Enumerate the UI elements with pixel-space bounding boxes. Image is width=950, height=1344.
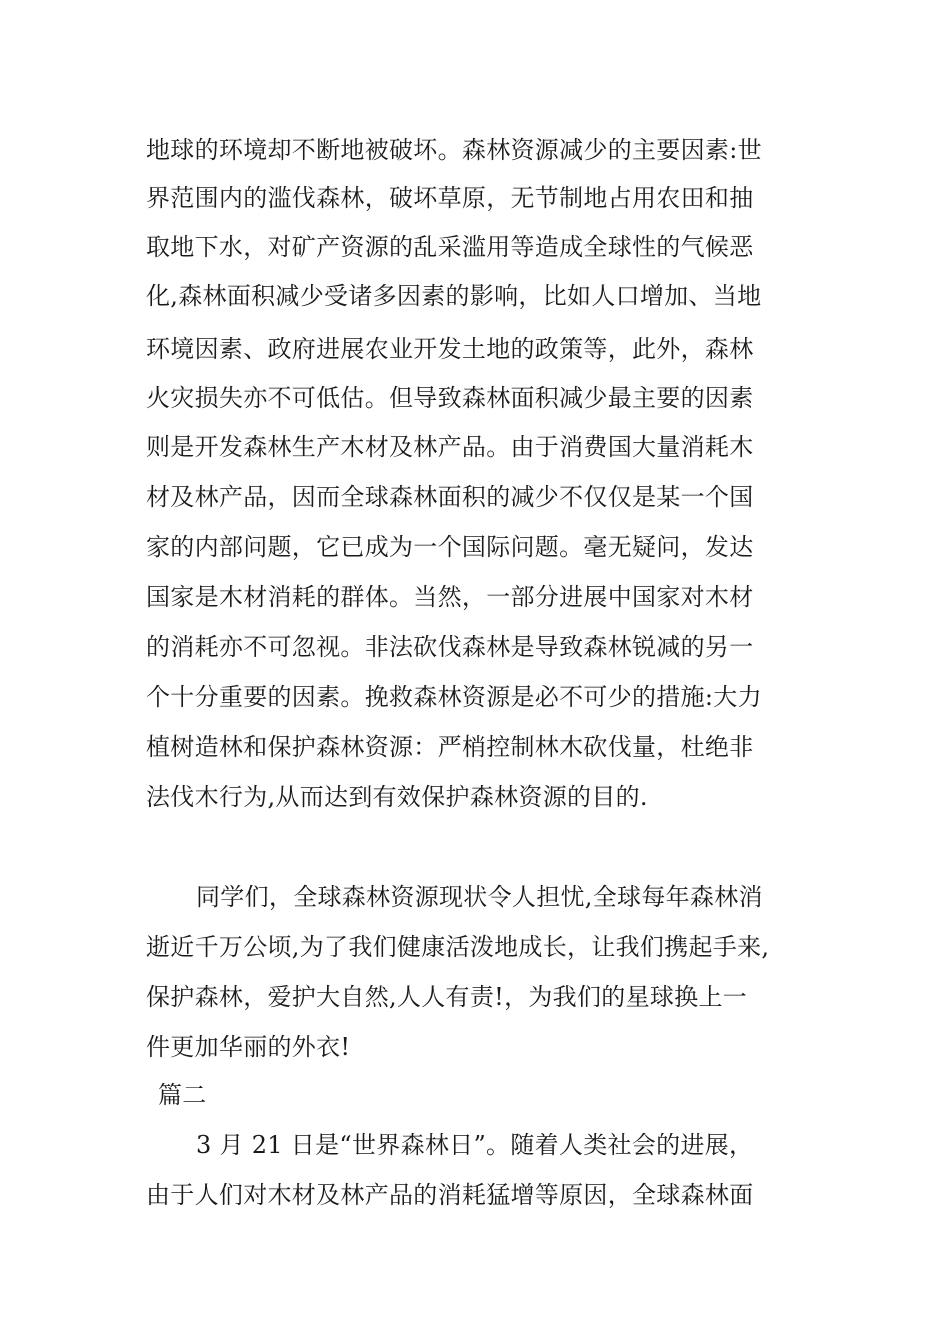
text-line: 火灾损失亦不可低估。但导致森林面积减少最主要的因素 <box>146 384 754 412</box>
text-line: 个十分重要的因素。挽救森林资源是必不可少的措施:大力 <box>146 683 762 711</box>
text-line: 保护森林，爱护大自然,人人有责!，为我们的星球换上一 <box>146 983 748 1011</box>
text-line: 的消耗亦不可忽视。非法砍伐森林是导致森林锐减的另一 <box>146 633 754 661</box>
text-line: 植树造林和保护森林资源：严梢控制林木砍伐量，杜绝非 <box>146 733 754 761</box>
text-line: 逝近千万公顷,为了我们健康活泼地成长，让我们携起手来, <box>146 933 770 961</box>
text-line: 件更加华丽的外衣! <box>146 1033 351 1061</box>
section-heading: 篇二 <box>158 1081 207 1109</box>
text-line: 化,森林面积减少受诸多因素的影响，比如人口增加、当地 <box>146 282 762 310</box>
text-line: 国家是木材消耗的群体。当然，一部分进展中国家对木材 <box>146 583 754 611</box>
text-line: 由于人们对木材及林产品的消耗猛增等原因，全球森林面 <box>146 1181 754 1209</box>
text-line: 则是开发森林生产木材及林产品。由于消费国大量消耗木 <box>146 433 754 461</box>
text-line: 环境因素、政府进展农业开发土地的政策等，此外，森林 <box>146 335 754 363</box>
text-line: 取地下水，对矿产资源的乱采滥用等造成全球性的气候恶 <box>146 233 754 261</box>
text-line: 家的内部问题，它已成为一个国际问题。毫无疑问，发达 <box>146 533 754 561</box>
text-line: 材及林产品，因而全球森林面积的减少不仅仅是某一个国 <box>146 483 754 511</box>
text-line: 同学们，全球森林资源现状令人担忧,全球每年森林消 <box>196 883 763 911</box>
text-line: 法伐木行为,从而达到有效保护森林资源的目的. <box>146 783 648 811</box>
text-line: 界范围内的滥伐森林，破坏草原，无节制地占用农田和抽 <box>146 184 754 212</box>
text-line: 3 月 21 日是“世界森林日”。随着人类社会的进展， <box>196 1131 754 1159</box>
text-line: 地球的环境却不断地被破坏。森林资源减少的主要因素:世 <box>146 136 762 164</box>
